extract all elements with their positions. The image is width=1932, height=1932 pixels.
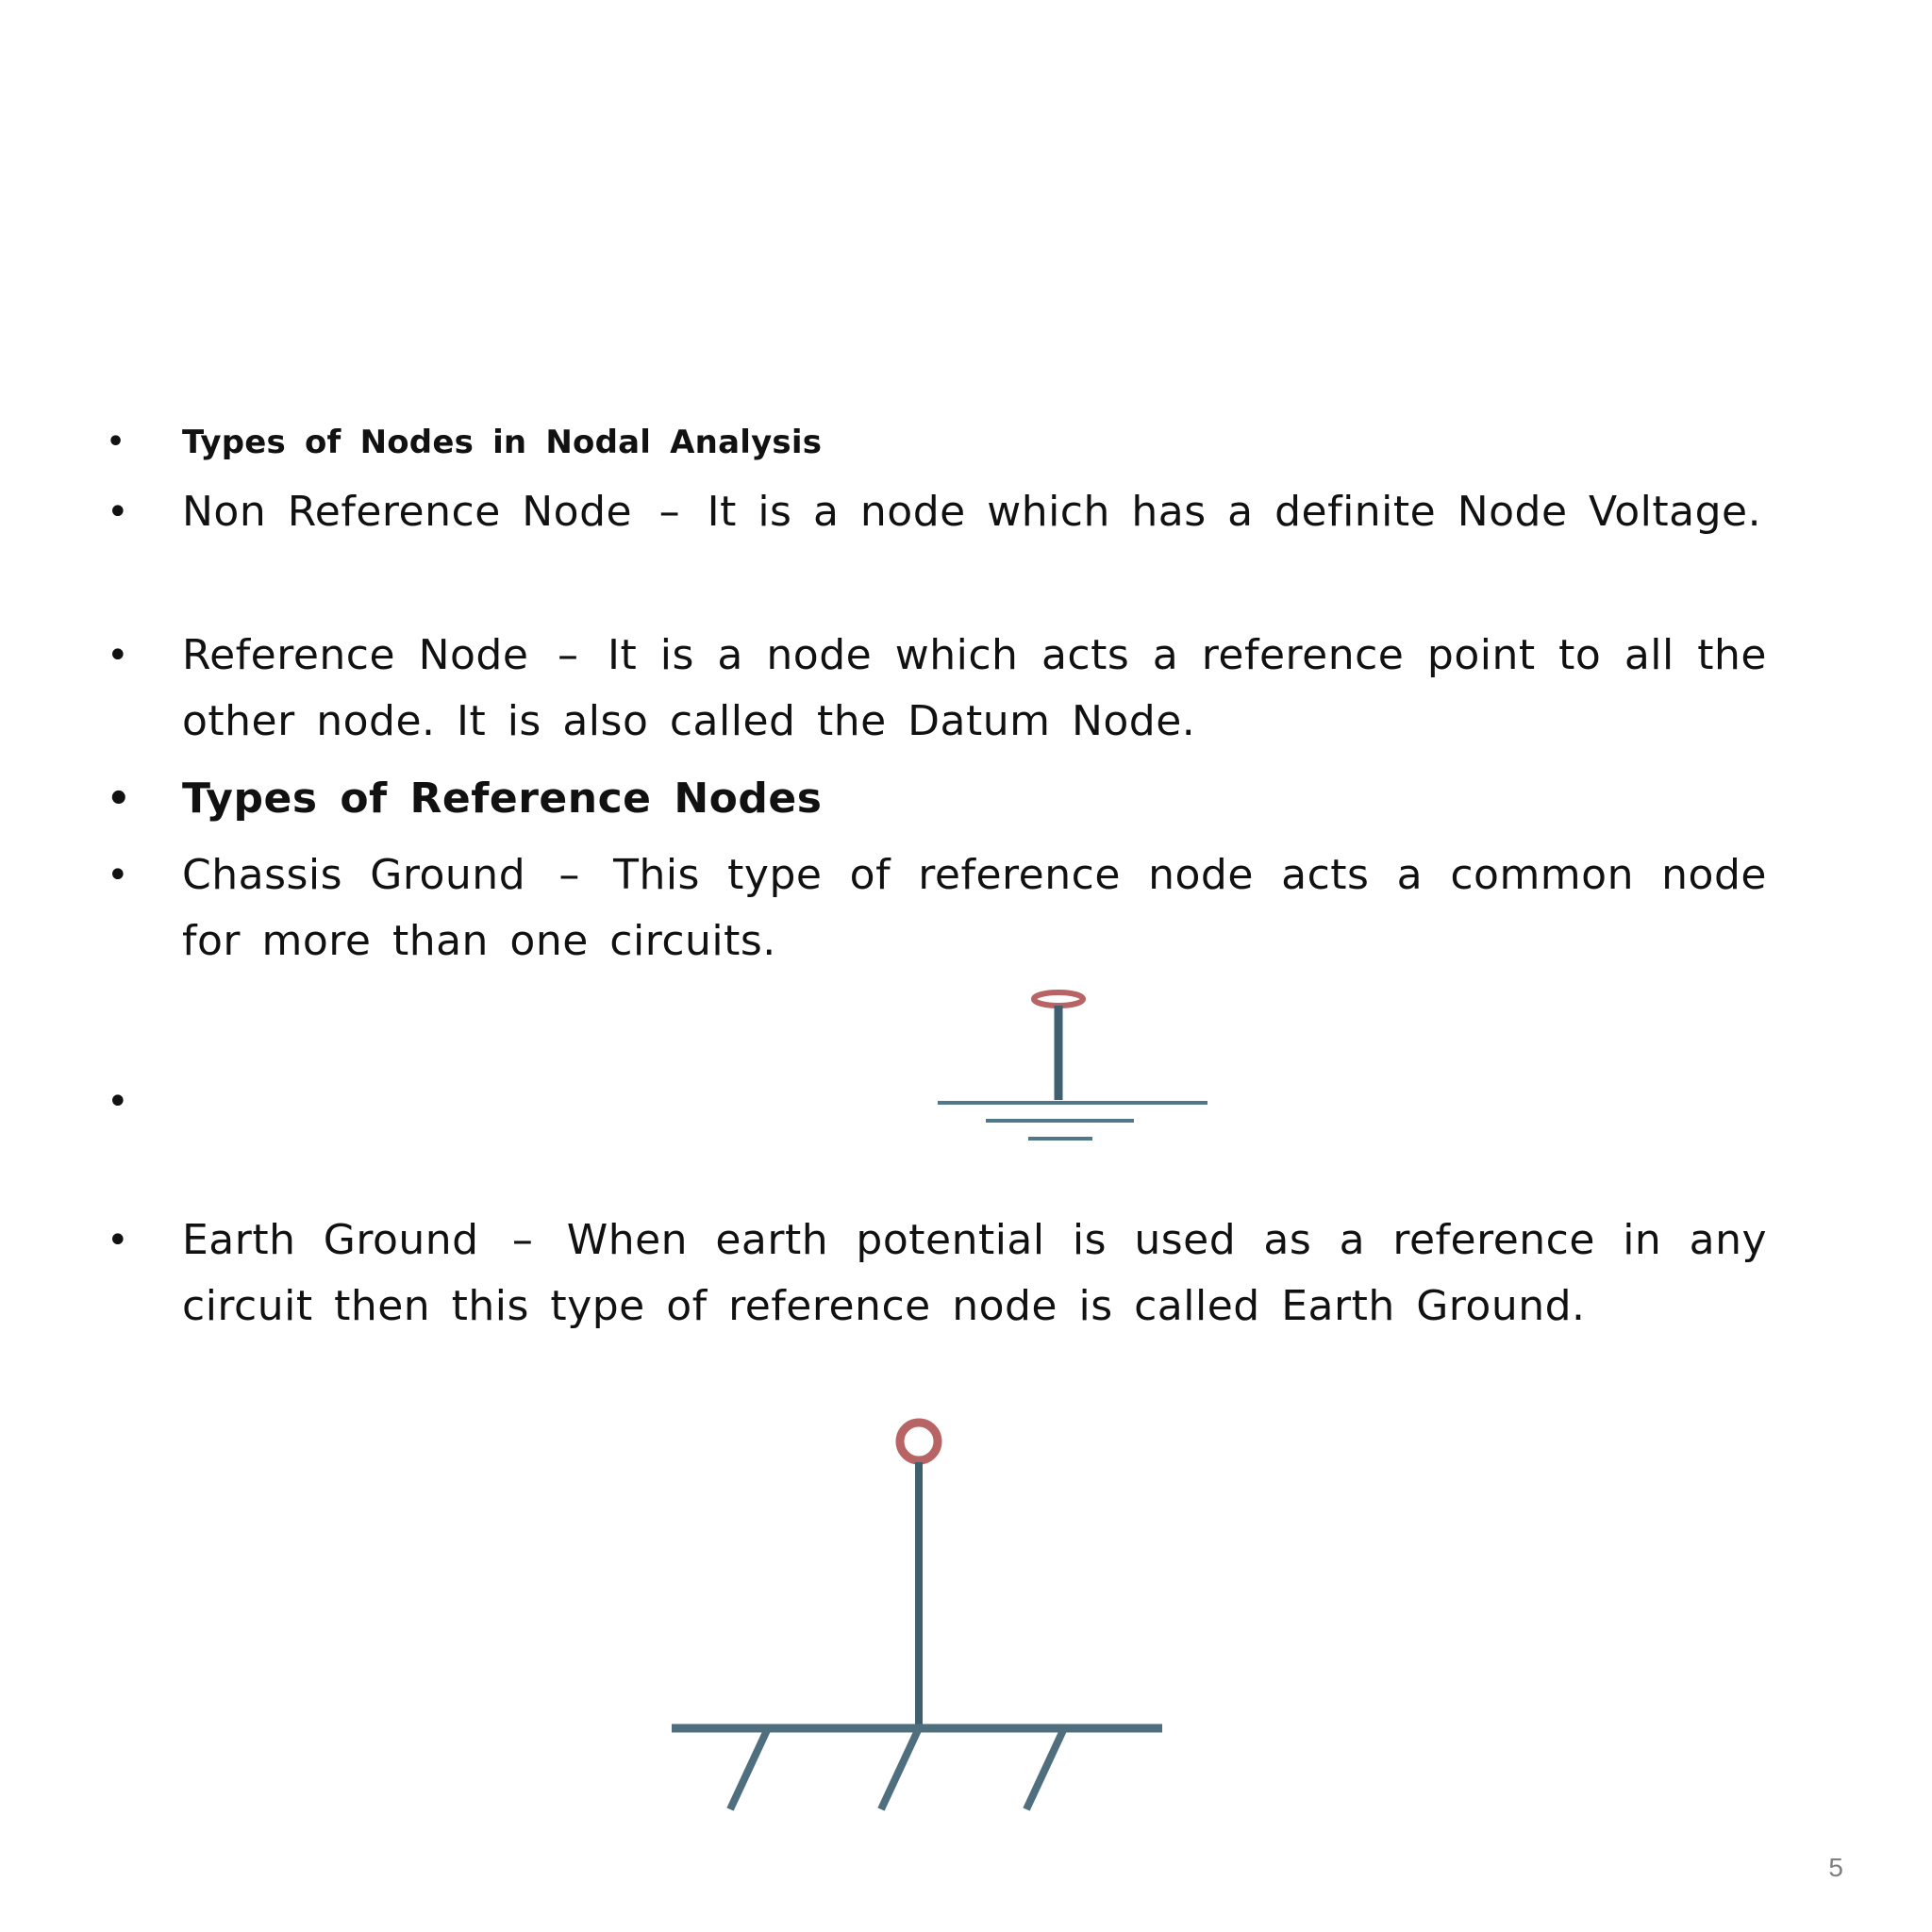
bullet-non-reference-node: [182, 479, 1767, 545]
terminal-ring: [1034, 992, 1083, 1006]
bullet-types-of-reference-nodes: [182, 766, 1767, 832]
bullet-description: It is a node which acts a reference point to all the other node. It is also called the Datum Node.: [182, 631, 1767, 745]
bullet-dash: –: [557, 631, 579, 679]
earth-hatch-left: [730, 1728, 768, 1809]
bullet-description: It is a node which has a definite Node Voltage.: [707, 488, 1762, 536]
bullet-term: Non Reference Node: [182, 488, 633, 536]
bullet-term: Earth Ground: [182, 1216, 479, 1264]
earth-hatch-right: [1026, 1728, 1064, 1809]
bullet-dash: –: [558, 851, 580, 899]
bullet-dash: –: [658, 488, 681, 536]
bullet-description: When earth potential is used as a reference in any circuit then this type of reference node is called Earth Ground.: [182, 1216, 1767, 1330]
bullet-chassis-ground: [182, 842, 1767, 974]
bullet-text: Types of Nodes in Nodal Analysis: [182, 424, 823, 461]
bullet-description: This type of reference node acts a common node for more than one circuits.: [182, 851, 1767, 965]
bullet-dash: –: [511, 1216, 534, 1264]
earth-ground-icon: [660, 1387, 1189, 1830]
earth-hatch-center: [881, 1728, 919, 1809]
bullet-text: Types of Reference Nodes: [182, 774, 823, 823]
bullet-term: Reference Node: [182, 631, 529, 679]
bullet-reference-node: [182, 623, 1767, 755]
terminal-ring: [900, 1423, 938, 1460]
chassis-ground-icon: [924, 972, 1226, 1160]
page-number: 5: [1828, 1853, 1843, 1882]
bullet-types-of-nodes: [182, 419, 1767, 466]
bullet-earth-ground: [182, 1208, 1767, 1340]
bullet-term: Chassis Ground: [182, 851, 526, 899]
